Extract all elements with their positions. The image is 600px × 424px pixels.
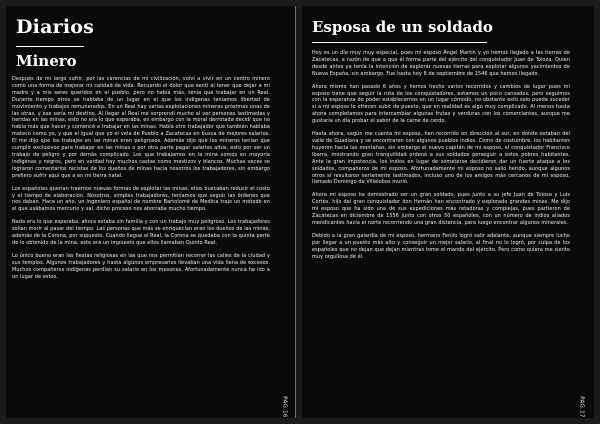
- article-title: Esposa de un soldado: [312, 18, 493, 36]
- gutter-divider-left: [295, 6, 296, 418]
- paragraph: Lo único bueno eran las fiestas religiosas en las que nos permitían recorrer las calles de la ciudad y sus templos. Algunos trabajadores y hasta algunos empresarios llevaban una vida llena de excesos. Muchos compañeros indígenas perdían su salario en los mesones. Afortunadamente nunca he ido a un lugar de estos.: [12, 252, 270, 280]
- left-page: [6, 6, 296, 418]
- paragraph: Hasta ahora, según me cuenta mi esposo, han recorrido en dirección al sur, en donde estaban del valle de Guadiana y se encontraron con algunos pueblos indios. Como de costumbre, los habitantes huyeron hacia las montañas, sin embargo el nuevo capitán de mi esposo, el conquistador Francisco Ibarra, mostrando gran tranquilidad ordenó a sus soldados perseguir a estos pobres habitantes. Ante la gran impotencia, los indios en lugar de someterse decidieron dar un fuerte ataque a los soldados, compañeros de mi esposo. Afortunadamente mi esposo no salió herido, aunque algunos otros sí resultaron seriamente lastimados, incluso uno de los amigos más cercanos de mi esposo, llamado Domingo de Villalobos murió.: [312, 131, 570, 186]
- left-body-text: [12, 76, 270, 286]
- paragraph: Los españoles querían traernos nuevas formas de explotar las minas, ellos buscaban reducir el costo y el tiempo de elaboración. Nosotros, simples trabajadores, teníamos que seguir las órdenes que nos daban. Hace un año, un ingeniero español de nombre Bartolomé de Medina trajo un método en el que usábamos mercurio y sal, dicho proceso nos ahorraba mucho tiempo.: [12, 185, 270, 213]
- title-underline: [312, 42, 487, 43]
- page-number: PAG.17: [578, 396, 585, 418]
- page-title: Diarios: [16, 16, 95, 38]
- right-page: [302, 6, 594, 418]
- right-body-text: [312, 50, 570, 266]
- paragraph: Nada era lo que esperaba, ahora estaba sin familia y con un trabajo muy peligroso. Los trabajadores solían morir al pasar del tiempo. Las personas que mas se enriquecían eran los dueños de las minas, además de la Corona, por supuesto. Cuando llegue al Real, la Corona se quedaba con la quinta parte de lo obtenido de la mina, este era un impuesto que ellos llamaban Quinto Real.: [12, 219, 270, 246]
- title-underline: [16, 46, 84, 47]
- paragraph: Debido a la gran galardía de mi esposo, hermano Fenilo logró salir adelante, aunque siempre lucho por llegar a un puesto más alto y conseguir un mejor salario, al final no lo logró, por culpa de los españoles que no dejan que dejan mientras tome el mando del ejército. Pero como quiera me siento muy orgullosa de él.: [312, 232, 570, 260]
- section-title: Minero: [16, 52, 77, 70]
- paragraph: Ahora mi esposo ha demostrado ser un gran soldado, pues junto a su jefe Juan de Tolosa y Luis Cortés, hijo del gran conquistador don Hernán han encontrado y explorado grandes minas. Me dijo mi esposo que ha sido una de sus expediciones más retadoras y complejas, pues partieron de Zacatecas en diciembre de 1556 junto con otros 50 españoles, con un número de indios aliados mendicantes hacia el norte recorriendo una gran distancia, para luego encontrar algunos minerales.: [312, 192, 570, 226]
- paragraph: Después de mi largo sufrir, por las carencias de mi civilización, volví a vivir en un centro minero como una forma de mejorar mi calidad de vida. Recuerdo el dolor que sentí al tener que dejar a mi madre y a mis seres queridos en el pueblo, pero no había más, tenía que trabajar en un Real. Durante tiempo otros se hablaba de un lugar en el que los indígenas teníamos libertad de movimiento y trabajos remunerados. En un Real hay varias explotaciones mineras próximas unas de las otras, y ese sería mi destino. Al llegar al Real me sorprendí mucho al ver personas lastimadas y heridas en las minas, esto no era lo que esperaba, en embargo con la moral derrotada decidí que no había más que hacer y comencé a trabajar en las minas. Había otro trabajador que también hablaba mateco como yo, y que el igual que yo el vela de Pueblo a Zacatecas en busca de mejores salarios. El me dijo que los trabajos en las minas eran peligrosos. Además dijo que los mineros tenían que cumplir exclusivos para trabajar en las minas o por otra parte pagar salarios altos, esto por ser un trabajo de peligro y por demás complicado. Los que trabajamos en la mina somos en mayoría indígenas y negros, pero en verdad hay muchos castas como mestizos y blancos. Muchas veces se lograron comentarios racistas de los dueños de minas hacia nosotros los trabajadores, sin embargo prefiero sufrir aquí que a en mi tierra natal.: [12, 76, 270, 179]
- page-number: PAG.16: [281, 396, 288, 418]
- paragraph: Hoy es un día muy muy especial, pues mi esposo Ángel Martín y yo hemos llegado a las tierras de Zacatecas, a razón de que a que él forma parte del ejército del conquistador Juan de Toloza. Quien desde antes ya tenía la intención de explorar nuevas tierras para explotar algunos yacimientos de Nueva España, sin embargo. Fue hasta hoy 8 de septiembre de 1546 que hemos llegado.: [312, 50, 570, 77]
- paragraph: Ahora mismo han pasado 6 años y hemos hecho varios recorridos y cambios de lugar pues mi esposo tiene que seguir la ruta de los conquistadores, estamos un poco cansados, pero seguimos con la esperanza de poder establecernos en un lugar cómodo, no obstante esto solo puede suceder si a mi esposo le ofrecen subir de puesto, que en realidad es algo muy complicado. Al menos hasta ahora completamos para intercambiar algunas frutas y verduras con los comerciantes, aunque me gustaría un día probar el sabor de la carne de cerdo.: [312, 83, 570, 125]
